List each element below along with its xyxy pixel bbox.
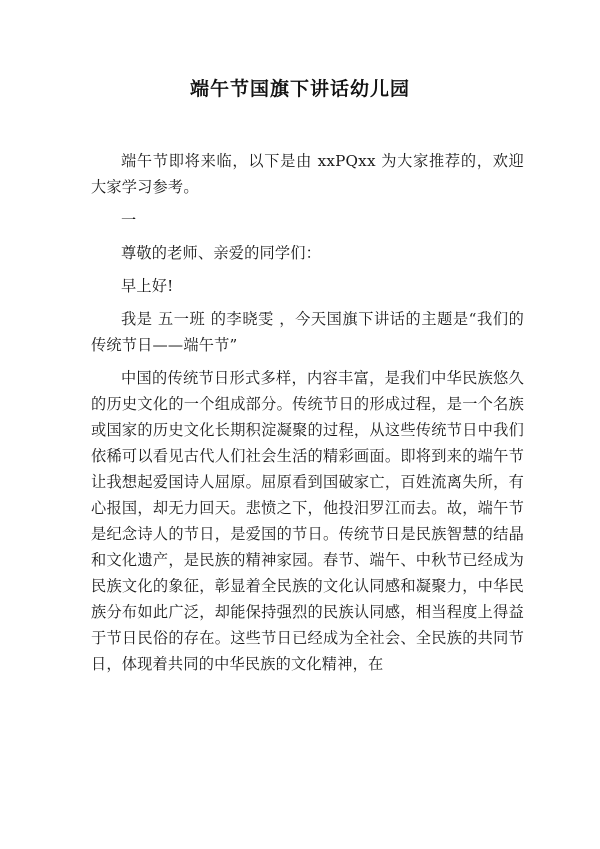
- intro-paragraph: 端午节即将来临，以下是由 xxPQxx 为大家推荐的，欢迎大家学习参考。: [91, 152, 524, 196]
- document-title: 端午节国旗下讲话幼儿园: [189, 78, 410, 100]
- main-content-paragraph: 中国的传统节日形式多样，内容丰富，是我们中华民族悠久的历史文化的一个组成部分。传统节日的形成过程，是一个名族或国家的历史文化长期积淀凝聚的过程，从这些传统节日中我们依稀可以看见古代人们社会生活的精彩画面。即将到来的端午节让我想起爱国诗人屈原。屈原看到国破家亡，百姓流离失所，有心报国，却无力回天。悲愤之下，他投汨罗江而去。故，端午节是纪念诗人的节日，是爱国的节日。传统节日是民族智慧的结晶和文化遗产，是民族的精神家园。春节、端午、中秋节已经成为民族文化的象征，彰显着全民族的文化认同感和凝聚力，中华民族分布如此广泛，却能保持强烈的民族认同感，相当程度上得益于节日民俗的存在。这些节日已经成为全社会、全民族的共同节日，体现着共同的中华民族的文化精神，在: [91, 369, 524, 673]
- speaker-intro-paragraph: 我是 五一班 的李晓雯 ，今天国旗下讲话的主题是“我们的传统节日——端午节”: [91, 310, 524, 354]
- salutation: 尊敬的老师、亲爱的同学们：: [121, 244, 322, 262]
- document-body: [91, 148, 524, 684]
- greeting: 早上好!: [121, 277, 174, 295]
- section-number: 一: [121, 211, 137, 229]
